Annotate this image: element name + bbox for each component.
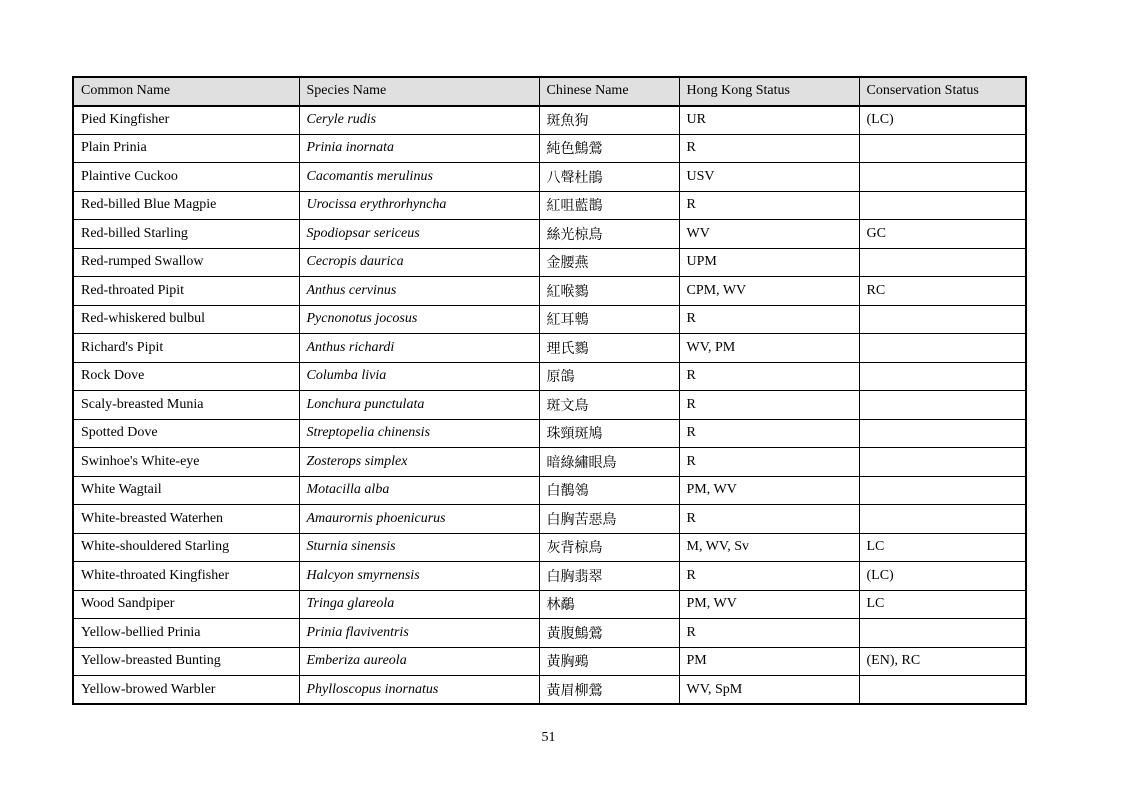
column-header-common: Common Name [73,77,299,106]
cell-species: Pycnonotus jocosus [299,305,539,334]
cell-conservation [859,334,1026,363]
cell-common: Red-whiskered bulbul [73,305,299,334]
table-row [73,334,1026,363]
cell-common: White-shouldered Starling [73,533,299,562]
page-number: 51 [541,730,556,745]
cell-hk_status: WV, PM [679,334,859,363]
cell-common: Yellow-browed Warbler [73,676,299,705]
cell-species: Phylloscopus inornatus [299,676,539,705]
cell-conservation: LC [859,533,1026,562]
table-row [73,277,1026,306]
cell-common: Red-rumped Swallow [73,248,299,277]
cell-species: Cacomantis merulinus [299,163,539,192]
cell-chinese: 金腰燕 [539,248,679,277]
cell-common: Yellow-breasted Bunting [73,647,299,676]
cell-conservation: GC [859,220,1026,249]
cell-common: Scaly-breasted Munia [73,391,299,420]
column-header-species: Species Name [299,77,539,106]
cell-hk_status: R [679,562,859,591]
cell-common: Swinhoe's White-eye [73,448,299,477]
table-container [72,76,1025,705]
cell-common: White-throated Kingfisher [73,562,299,591]
cell-chinese: 林鷸 [539,590,679,619]
cell-hk_status: M, WV, Sv [679,533,859,562]
table-row [73,676,1026,705]
column-header-conservation: Conservation Status [859,77,1026,106]
table-row [73,163,1026,192]
table-row [73,505,1026,534]
cell-common: White Wagtail [73,476,299,505]
table-row [73,448,1026,477]
cell-species: Emberiza aureola [299,647,539,676]
cell-chinese: 斑文鳥 [539,391,679,420]
cell-conservation: (LC) [859,106,1026,135]
table-row [73,562,1026,591]
cell-species: Ceryle rudis [299,106,539,135]
cell-common: Rock Dove [73,362,299,391]
cell-common: Red-billed Starling [73,220,299,249]
cell-hk_status: UR [679,106,859,135]
column-header-chinese: Chinese Name [539,77,679,106]
cell-hk_status: WV [679,220,859,249]
cell-conservation: (EN), RC [859,647,1026,676]
cell-chinese: 絲光椋鳥 [539,220,679,249]
cell-conservation [859,419,1026,448]
cell-hk_status: R [679,362,859,391]
bird-species-table [72,76,1027,705]
cell-species: Amaurornis phoenicurus [299,505,539,534]
cell-species: Anthus richardi [299,334,539,363]
cell-common: Spotted Dove [73,419,299,448]
cell-hk_status: CPM, WV [679,277,859,306]
table-row [73,419,1026,448]
table-row [73,106,1026,135]
cell-conservation [859,305,1026,334]
cell-chinese: 紅喉鷚 [539,277,679,306]
cell-hk_status: PM, WV [679,476,859,505]
table-row [73,533,1026,562]
table-row [73,305,1026,334]
cell-hk_status: R [679,419,859,448]
cell-conservation [859,391,1026,420]
cell-species: Halcyon smyrnensis [299,562,539,591]
cell-species: Spodiopsar sericeus [299,220,539,249]
cell-conservation: LC [859,590,1026,619]
cell-species: Tringa glareola [299,590,539,619]
cell-common: Pied Kingfisher [73,106,299,135]
header-row [73,77,1026,106]
table-row [73,362,1026,391]
cell-conservation: RC [859,277,1026,306]
cell-hk_status: R [679,134,859,163]
table-row [73,248,1026,277]
cell-common: Plain Prinia [73,134,299,163]
cell-species: Prinia inornata [299,134,539,163]
cell-conservation [859,362,1026,391]
table-row [73,391,1026,420]
table-header [73,77,1026,106]
cell-hk_status: PM [679,647,859,676]
cell-chinese: 紅咀藍鵲 [539,191,679,220]
cell-species: Cecropis daurica [299,248,539,277]
table-row [73,476,1026,505]
cell-common: Richard's Pipit [73,334,299,363]
table-row [73,647,1026,676]
cell-hk_status: R [679,505,859,534]
cell-hk_status: PM, WV [679,590,859,619]
table-row [73,134,1026,163]
cell-chinese: 純色鷦鶯 [539,134,679,163]
cell-hk_status: R [679,448,859,477]
cell-chinese: 原鴿 [539,362,679,391]
cell-conservation [859,676,1026,705]
cell-chinese: 白胸翡翠 [539,562,679,591]
cell-species: Prinia flaviventris [299,619,539,648]
cell-chinese: 斑魚狗 [539,106,679,135]
cell-hk_status: WV, SpM [679,676,859,705]
cell-hk_status: USV [679,163,859,192]
cell-species: Lonchura punctulata [299,391,539,420]
cell-species: Motacilla alba [299,476,539,505]
table-row [73,590,1026,619]
cell-common: Yellow-bellied Prinia [73,619,299,648]
cell-hk_status: UPM [679,248,859,277]
cell-conservation [859,505,1026,534]
cell-chinese: 暗綠繡眼鳥 [539,448,679,477]
table-body [73,106,1026,705]
column-header-hk_status: Hong Kong Status [679,77,859,106]
cell-common: Red-billed Blue Magpie [73,191,299,220]
cell-chinese: 八聲杜鵑 [539,163,679,192]
cell-common: Wood Sandpiper [73,590,299,619]
cell-chinese: 黃眉柳鶯 [539,676,679,705]
cell-conservation [859,134,1026,163]
cell-hk_status: R [679,619,859,648]
cell-common: Red-throated Pipit [73,277,299,306]
cell-species: Urocissa erythrorhyncha [299,191,539,220]
cell-species: Streptopelia chinensis [299,419,539,448]
cell-chinese: 白胸苦惡鳥 [539,505,679,534]
cell-conservation [859,191,1026,220]
table-row [73,220,1026,249]
cell-chinese: 黃腹鷦鶯 [539,619,679,648]
cell-conservation [859,476,1026,505]
cell-common: White-breasted Waterhen [73,505,299,534]
table-row [73,191,1026,220]
cell-hk_status: R [679,391,859,420]
cell-species: Columba livia [299,362,539,391]
cell-chinese: 紅耳鵯 [539,305,679,334]
cell-common: Plaintive Cuckoo [73,163,299,192]
cell-conservation [859,248,1026,277]
cell-species: Zosterops simplex [299,448,539,477]
cell-conservation [859,163,1026,192]
cell-hk_status: R [679,191,859,220]
cell-chinese: 黃胸鵐 [539,647,679,676]
cell-conservation: (LC) [859,562,1026,591]
cell-chinese: 灰背椋鳥 [539,533,679,562]
cell-chinese: 理氏鷚 [539,334,679,363]
cell-chinese: 珠頸斑鳩 [539,419,679,448]
cell-species: Anthus cervinus [299,277,539,306]
cell-chinese: 白鶺鴒 [539,476,679,505]
cell-conservation [859,619,1026,648]
cell-species: Sturnia sinensis [299,533,539,562]
cell-hk_status: R [679,305,859,334]
table-row [73,619,1026,648]
cell-conservation [859,448,1026,477]
